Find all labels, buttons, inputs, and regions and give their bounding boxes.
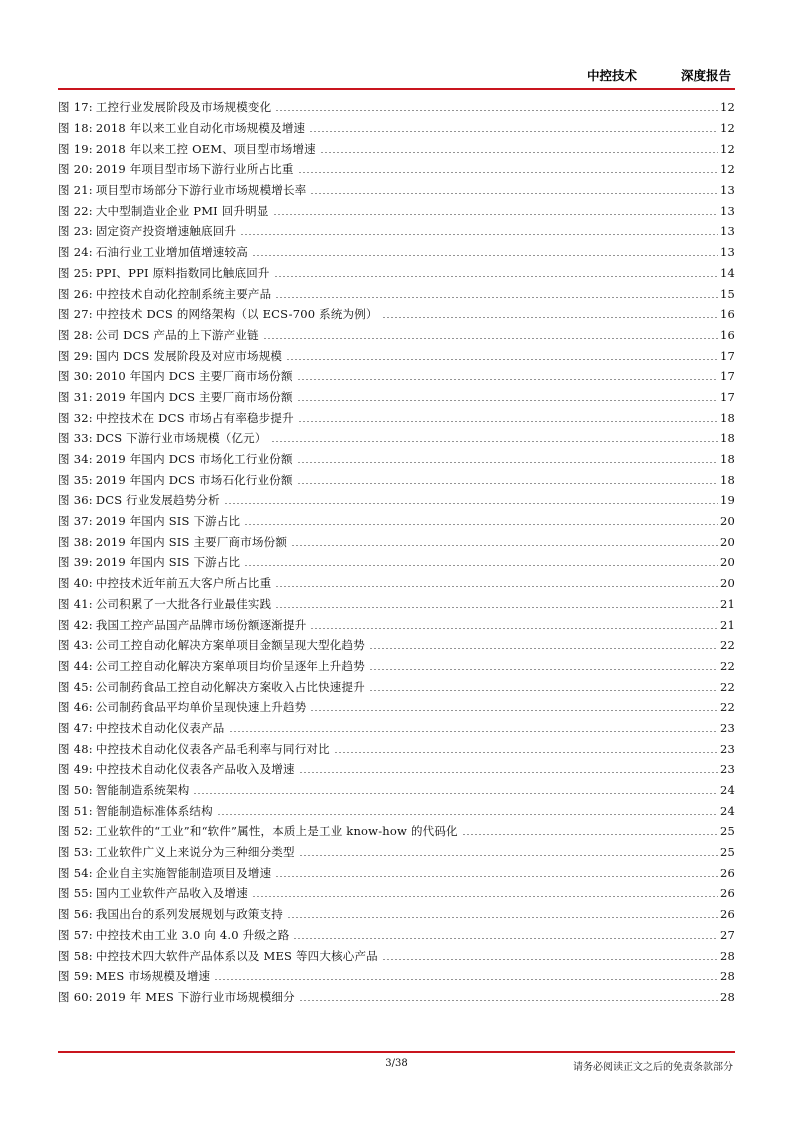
toc-entry[interactable] [58, 697, 735, 718]
toc-entry-leader [297, 462, 718, 463]
toc-entry-number: 46: [73, 700, 93, 715]
toc-entry[interactable] [58, 531, 735, 552]
toc-entry-number: 28: [73, 327, 93, 342]
toc-entry[interactable] [58, 325, 735, 346]
toc-entry-title: 2019 年项目型市场下游行业所占比重 [95, 162, 294, 177]
toc-entry[interactable] [58, 656, 735, 677]
toc-entry-leader [382, 959, 718, 960]
toc-entry-label: 图 [58, 969, 70, 984]
toc-entry[interactable] [58, 552, 735, 573]
toc-entry-leader [298, 421, 718, 422]
toc-entry-title: 公司工控自动化解决方案单项目均价呈逐年上升趋势 [95, 658, 365, 673]
toc-entry-label: 图 [58, 700, 70, 715]
toc-entry-label: 图 [58, 783, 70, 798]
toc-entry-label: 图 [58, 472, 70, 487]
toc-entry-leader [310, 193, 718, 194]
toc-entry[interactable] [58, 635, 735, 656]
toc-entry-leader [334, 752, 718, 753]
toc-entry[interactable] [58, 138, 735, 159]
toc-entry-title: PPI、PPI 原料指数同比触底回升 [95, 265, 270, 280]
toc-entry-number: 35: [73, 472, 93, 487]
toc-entry-label: 图 [58, 927, 70, 942]
toc-entry-page: 13 [719, 224, 735, 239]
toc-entry[interactable] [58, 407, 735, 428]
toc-entry-title: 工业软件广义上来说分为三种细分类型 [95, 845, 295, 860]
toc-entry-label: 图 [58, 741, 70, 756]
toc-entry-leader [224, 503, 718, 504]
toc-entry-leader [244, 565, 718, 566]
toc-entry-page: 26 [719, 886, 735, 901]
toc-entry[interactable] [58, 428, 735, 449]
toc-entry-page: 26 [719, 865, 735, 880]
toc-entry[interactable] [58, 780, 735, 801]
toc-entry-label: 图 [58, 162, 70, 177]
toc-entry-page: 22 [719, 700, 735, 715]
toc-entry-number: 60: [73, 989, 93, 1004]
toc-entry-leader [217, 814, 718, 815]
toc-entry-page: 22 [719, 679, 735, 694]
toc-entry-title: 企业自主实施智能制造项目及增速 [95, 865, 272, 880]
toc-entry[interactable] [58, 387, 735, 408]
toc-entry[interactable] [58, 283, 735, 304]
toc-entry-number: 58: [73, 948, 93, 963]
toc-entry-leader [310, 710, 718, 711]
toc-entry-leader [193, 793, 718, 794]
toc-entry-label: 图 [58, 845, 70, 860]
toc-entry-leader [291, 545, 718, 546]
toc-entry-label: 图 [58, 203, 70, 218]
toc-entry-page: 20 [719, 534, 735, 549]
toc-entry-leader [310, 628, 718, 629]
toc-entry[interactable] [58, 883, 735, 904]
toc-entry-number: 53: [73, 845, 93, 860]
toc-entry-page: 18 [719, 452, 735, 467]
toc-entry-title: 中控技术由工业 3.0 向 4.0 升级之路 [95, 927, 290, 942]
toc-entry-label: 图 [58, 658, 70, 673]
figure-list [58, 97, 735, 1007]
toc-entry-label: 图 [58, 948, 70, 963]
toc-entry-number: 50: [73, 783, 93, 798]
toc-entry-number: 57: [73, 927, 93, 942]
toc-entry-number: 19: [73, 141, 93, 156]
footer-divider [58, 1051, 735, 1053]
toc-entry-title: 大中型制造业企业 PMI 回升明显 [95, 203, 269, 218]
toc-entry-leader [462, 834, 718, 835]
toc-entry-page: 27 [719, 927, 735, 942]
toc-entry-title: 2019 年国内 SIS 主要厂商市场份额 [95, 534, 288, 549]
toc-entry-leader [299, 1000, 718, 1001]
toc-entry-number: 29: [73, 348, 93, 363]
toc-entry-leader [299, 772, 718, 773]
toc-entry-title: 我国工控产品国产品牌市场份额逐渐提升 [95, 617, 307, 632]
toc-entry-leader [273, 214, 718, 215]
header-report-type: 深度报告 [680, 68, 731, 83]
toc-entry-page: 25 [719, 845, 735, 860]
toc-entry-page: 13 [719, 183, 735, 198]
toc-entry-title: 2019 年国内 SIS 下游占比 [95, 514, 241, 529]
toc-entry[interactable] [58, 800, 735, 821]
footer-page-indicator: 3/38 [385, 1058, 408, 1069]
toc-entry-number: 52: [73, 824, 93, 839]
toc-entry-title: 公司制药食品工控自动化解决方案收入占比快速提升 [95, 679, 365, 694]
toc-entry-label: 图 [58, 452, 70, 467]
toc-entry-label: 图 [58, 245, 70, 260]
toc-entry-number: 54: [73, 865, 93, 880]
toc-entry-number: 49: [73, 762, 93, 777]
toc-entry[interactable] [58, 966, 735, 987]
toc-entry-number: 30: [73, 369, 93, 384]
toc-entry-leader [286, 359, 718, 360]
toc-entry-label: 图 [58, 824, 70, 839]
toc-entry-leader [252, 255, 718, 256]
toc-entry-page: 12 [719, 121, 735, 136]
toc-entry-label: 图 [58, 803, 70, 818]
toc-entry-leader [275, 876, 718, 877]
toc-entry-title: 国内工业软件产品收入及增速 [95, 886, 248, 901]
toc-entry[interactable] [58, 594, 735, 615]
toc-entry-page: 13 [719, 203, 735, 218]
toc-entry-title: 国内 DCS 发展阶段及对应市场规模 [95, 348, 283, 363]
toc-entry-title: 中控技术自动化仪表各产品毛利率与同行对比 [95, 741, 330, 756]
toc-entry-title: 中控技术自动化仪表产品 [95, 720, 225, 735]
toc-entry-leader [382, 317, 718, 318]
toc-entry-label: 图 [58, 348, 70, 363]
toc-entry-number: 17: [73, 100, 93, 115]
toc-entry-label: 图 [58, 720, 70, 735]
toc-entry-title: 中控技术 DCS 的网络架构（以 ECS-700 系统为例） [95, 307, 378, 322]
header-divider [58, 88, 735, 90]
toc-entry-page: 23 [719, 720, 735, 735]
toc-entry-label: 图 [58, 886, 70, 901]
toc-entry[interactable] [58, 738, 735, 759]
toc-entry-label: 图 [58, 534, 70, 549]
toc-entry[interactable] [58, 573, 735, 594]
toc-entry-label: 图 [58, 307, 70, 322]
toc-entry-page: 23 [719, 741, 735, 756]
toc-entry-number: 32: [73, 410, 93, 425]
toc-entry-page: 22 [719, 658, 735, 673]
toc-entry-leader [309, 131, 718, 132]
footer-disclaimer: 请务必阅读正文之后的免责条款部分 [573, 1062, 733, 1073]
toc-entry-number: 31: [73, 389, 93, 404]
toc-entry-number: 48: [73, 741, 93, 756]
toc-entry-label: 图 [58, 369, 70, 384]
toc-entry[interactable] [58, 118, 735, 139]
toc-entry-title: 智能制造系统架构 [95, 783, 190, 798]
toc-entry-page: 17 [719, 369, 735, 384]
toc-entry-title: 2018 年以来工控 OEM、项目型市场增速 [95, 141, 316, 156]
toc-entry-number: 26: [73, 286, 93, 301]
toc-entry[interactable] [58, 180, 735, 201]
toc-entry-label: 图 [58, 989, 70, 1004]
toc-entry-title: 我国出台的系列发展规划与政策支持 [95, 907, 284, 922]
toc-entry[interactable] [58, 718, 735, 739]
toc-entry-leader [275, 297, 718, 298]
toc-entry-leader [244, 524, 718, 525]
toc-entry-title: 2019 年国内 DCS 市场石化行业份额 [95, 472, 293, 487]
toc-entry-page: 12 [719, 100, 735, 115]
toc-entry-number: 51: [73, 803, 93, 818]
toc-entry-leader [369, 648, 718, 649]
toc-entry-page: 14 [719, 265, 735, 280]
toc-entry-label: 图 [58, 596, 70, 611]
toc-entry-leader [274, 276, 718, 277]
toc-entry-number: 22: [73, 203, 93, 218]
toc-entry-title: 2019 年国内 DCS 市场化工行业份额 [95, 452, 293, 467]
toc-entry-page: 18 [719, 472, 735, 487]
toc-entry-title: 公司制药食品平均单价呈现快速上升趋势 [95, 700, 307, 715]
toc-entry-label: 图 [58, 762, 70, 777]
toc-entry-label: 图 [58, 514, 70, 529]
toc-entry-number: 59: [73, 969, 93, 984]
toc-entry[interactable] [58, 862, 735, 883]
toc-entry-number: 34: [73, 452, 93, 467]
toc-entry-number: 44: [73, 658, 93, 673]
toc-entry-label: 图 [58, 865, 70, 880]
toc-entry-number: 56: [73, 907, 93, 922]
toc-entry-title: 工业软件的“工业”和“软件”属性，本质上是工业 know-how 的代码化 [95, 824, 458, 839]
toc-entry-leader [252, 896, 718, 897]
toc-entry-title: 石油行业工业增加值增速较高 [95, 245, 248, 260]
toc-entry-label: 图 [58, 638, 70, 653]
toc-entry-page: 16 [719, 327, 735, 342]
toc-entry-title: 2019 年国内 SIS 下游占比 [95, 555, 241, 570]
toc-entry-number: 33: [73, 431, 93, 446]
toc-entry-page: 19 [719, 493, 735, 508]
toc-entry-page: 20 [719, 576, 735, 591]
toc-entry-number: 39: [73, 555, 93, 570]
toc-entry-title: 公司积累了一大批各行业最佳实践 [95, 596, 272, 611]
toc-entry-number: 42: [73, 617, 93, 632]
toc-entry-title: 中控技术近年前五大客户所占比重 [95, 576, 272, 591]
toc-entry-leader [275, 586, 718, 587]
toc-entry-page: 26 [719, 907, 735, 922]
toc-entry[interactable] [58, 469, 735, 490]
toc-entry-title: 智能制造标准体系结构 [95, 803, 213, 818]
toc-entry[interactable] [58, 449, 735, 470]
toc-entry-label: 图 [58, 265, 70, 280]
toc-entry-number: 38: [73, 534, 93, 549]
toc-entry-leader [240, 234, 718, 235]
toc-entry-page: 25 [719, 824, 735, 839]
toc-entry-title: 2019 年国内 DCS 主要厂商市场份额 [95, 389, 293, 404]
toc-entry-label: 图 [58, 183, 70, 198]
toc-entry-label: 图 [58, 493, 70, 508]
toc-entry-leader [287, 917, 718, 918]
toc-entry-leader [275, 607, 718, 608]
toc-entry-label: 图 [58, 121, 70, 136]
toc-entry-page: 13 [719, 245, 735, 260]
toc-entry-number: 37: [73, 514, 93, 529]
toc-entry-leader [275, 110, 718, 111]
toc-entry[interactable] [58, 676, 735, 697]
toc-entry-number: 55: [73, 886, 93, 901]
toc-entry-leader [369, 690, 718, 691]
toc-entry-title: 公司 DCS 产品的上下游产业链 [95, 327, 259, 342]
toc-entry[interactable] [58, 945, 735, 966]
toc-entry-title: 中控技术四大软件产品体系以及 MES 等四大核心产品 [95, 948, 378, 963]
toc-entry-number: 40: [73, 576, 93, 591]
toc-entry-leader [297, 483, 718, 484]
toc-entry-page: 24 [719, 803, 735, 818]
toc-entry-title: 工控行业发展阶段及市场规模变化 [95, 100, 272, 115]
toc-entry-leader [214, 979, 718, 980]
toc-entry-number: 24: [73, 245, 93, 260]
toc-entry-page: 12 [719, 141, 735, 156]
toc-entry-label: 图 [58, 286, 70, 301]
toc-entry-page: 17 [719, 389, 735, 404]
toc-entry-title: 2019 年 MES 下游行业市场规模细分 [95, 989, 295, 1004]
toc-entry[interactable] [58, 263, 735, 284]
toc-entry-page: 12 [719, 162, 735, 177]
toc-entry-page: 28 [719, 989, 735, 1004]
toc-entry-number: 20: [73, 162, 93, 177]
toc-entry-label: 图 [58, 617, 70, 632]
toc-entry-label: 图 [58, 679, 70, 694]
toc-entry-label: 图 [58, 389, 70, 404]
toc-entry-leader [298, 172, 718, 173]
toc-entry-leader [271, 441, 718, 442]
toc-entry-page: 18 [719, 410, 735, 425]
toc-entry[interactable] [58, 759, 735, 780]
toc-entry-number: 18: [73, 121, 93, 136]
toc-entry[interactable] [58, 821, 735, 842]
toc-entry-page: 16 [719, 307, 735, 322]
toc-entry-number: 45: [73, 679, 93, 694]
toc-entry-page: 20 [719, 555, 735, 570]
toc-entry[interactable] [58, 97, 735, 118]
toc-entry-title: 2018 年以来工业自动化市场规模及增速 [95, 121, 306, 136]
toc-entry[interactable] [58, 221, 735, 242]
page-header [587, 66, 731, 84]
toc-entry-leader [293, 938, 718, 939]
toc-entry-label: 图 [58, 907, 70, 922]
toc-entry-number: 47: [73, 720, 93, 735]
toc-entry[interactable] [58, 842, 735, 863]
toc-entry-title: DCS 行业发展趋势分析 [95, 493, 220, 508]
toc-entry-number: 27: [73, 307, 93, 322]
toc-entry-leader [297, 400, 718, 401]
toc-entry[interactable] [58, 511, 735, 532]
toc-entry-page: 28 [719, 948, 735, 963]
toc-entry[interactable] [58, 987, 735, 1008]
toc-entry[interactable] [58, 200, 735, 221]
toc-entry-number: 41: [73, 596, 93, 611]
toc-entry[interactable] [58, 366, 735, 387]
toc-entry-page: 18 [719, 431, 735, 446]
toc-entry-leader [297, 379, 718, 380]
toc-entry-number: 36: [73, 493, 93, 508]
toc-entry[interactable] [58, 925, 735, 946]
toc-entry-leader [320, 152, 718, 153]
toc-entry[interactable] [58, 159, 735, 180]
toc-entry-title: 公司工控自动化解决方案单项目金额呈现大型化趋势 [95, 638, 365, 653]
toc-entry-label: 图 [58, 100, 70, 115]
toc-entry[interactable] [58, 490, 735, 511]
toc-entry-page: 23 [719, 762, 735, 777]
toc-entry-page: 20 [719, 514, 735, 529]
toc-entry[interactable] [58, 904, 735, 925]
toc-entry-page: 22 [719, 638, 735, 653]
toc-entry-number: 25: [73, 265, 93, 280]
toc-entry-leader [263, 338, 718, 339]
toc-entry-title: 项目型市场部分下游行业市场规模增长率 [95, 183, 307, 198]
toc-entry-title: 中控技术自动化仪表各产品收入及增速 [95, 762, 295, 777]
toc-entry-label: 图 [58, 555, 70, 570]
toc-entry-title: 固定资产投资增速触底回升 [95, 224, 237, 239]
header-company: 中控技术 [586, 68, 637, 83]
toc-entry-page: 21 [719, 596, 735, 611]
toc-entry-label: 图 [58, 576, 70, 591]
toc-entry-page: 17 [719, 348, 735, 363]
toc-entry-leader [229, 731, 718, 732]
toc-entry-page: 21 [719, 617, 735, 632]
toc-entry-leader [299, 855, 718, 856]
toc-entry-label: 图 [58, 327, 70, 342]
toc-entry-title: 2010 年国内 DCS 主要厂商市场份额 [95, 369, 293, 384]
toc-entry-title: MES 市场规模及增速 [95, 969, 211, 984]
toc-entry-label: 图 [58, 410, 70, 425]
toc-entry-page: 15 [719, 286, 735, 301]
toc-entry[interactable] [58, 304, 735, 325]
toc-entry-label: 图 [58, 224, 70, 239]
toc-entry-page: 28 [719, 969, 735, 984]
toc-entry-label: 图 [58, 431, 70, 446]
toc-entry-title: 中控技术在 DCS 市场占有率稳步提升 [95, 410, 294, 425]
toc-entry-page: 24 [719, 783, 735, 798]
toc-entry-title: 中控技术自动化控制系统主要产品 [95, 286, 272, 301]
toc-entry-title: DCS 下游行业市场规模（亿元） [95, 431, 267, 446]
toc-entry-label: 图 [58, 141, 70, 156]
toc-entry-number: 21: [73, 183, 93, 198]
toc-entry[interactable] [58, 614, 735, 635]
toc-entry-leader [369, 669, 718, 670]
toc-entry[interactable] [58, 345, 735, 366]
toc-entry-number: 23: [73, 224, 93, 239]
toc-entry-number: 43: [73, 638, 93, 653]
toc-entry[interactable] [58, 242, 735, 263]
